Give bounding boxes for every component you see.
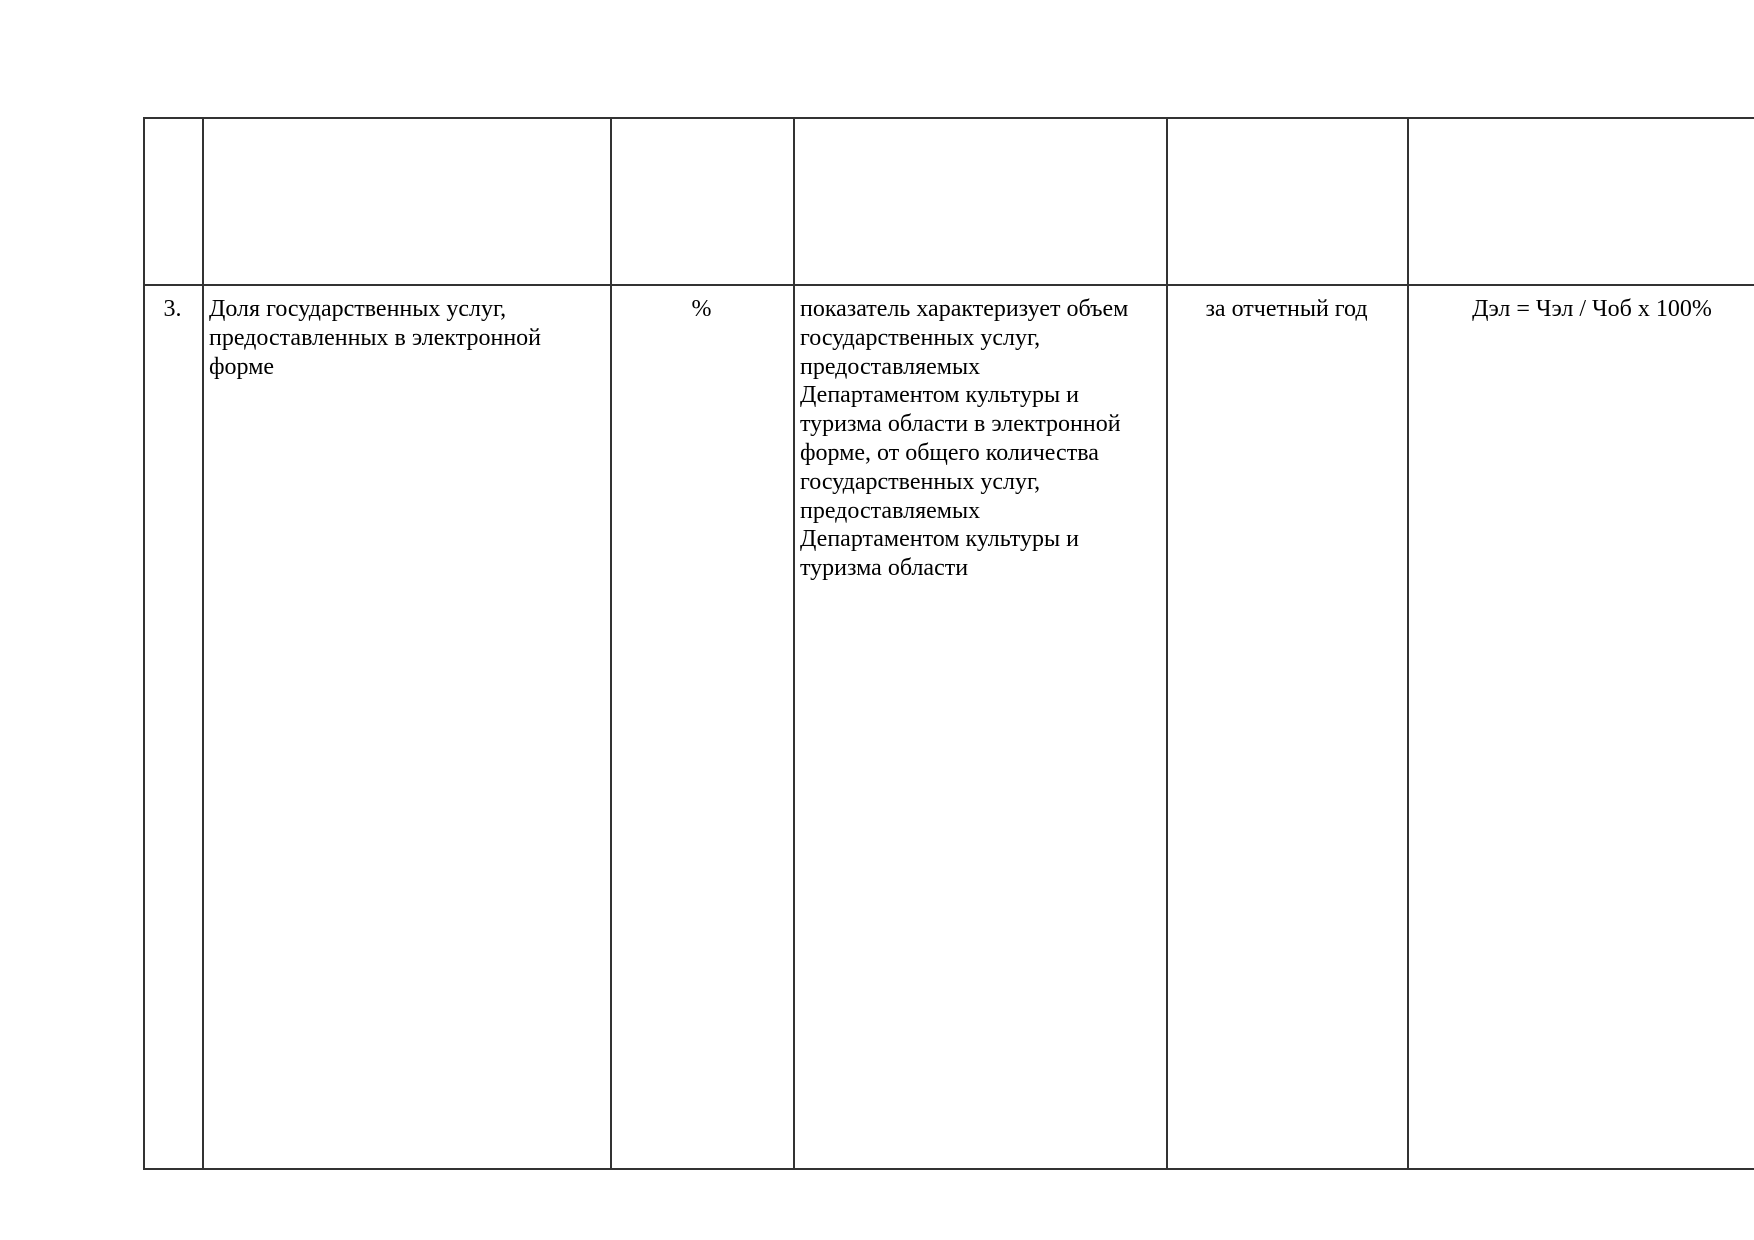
table-border-bottom (143, 1168, 1754, 1170)
reporting-period: за отчетный год (1205, 296, 1368, 322)
column-divider (202, 117, 204, 1170)
column-divider (1407, 117, 1409, 1170)
indicator-description: показатель характеризует объем государственных услуг, предоставляемых Департаментом культуры и туризма области в электронной форме, от общего количества государственных услуг, предоставляемых Департаментом культуры и туризма области (800, 296, 1129, 582)
column-divider (143, 117, 145, 1170)
indicator-name: Доля государственных услуг, предоставленных в электронной форме (209, 296, 542, 380)
column-divider (610, 117, 612, 1170)
calculation-formula: Дэл = Чэл / Чоб х 100% (1472, 296, 1712, 322)
column-divider (1166, 117, 1168, 1170)
row-divider (143, 284, 1754, 286)
column-divider (793, 117, 795, 1170)
row-number: 3. (163, 296, 182, 322)
unit: % (691, 296, 712, 322)
table-border-top (143, 117, 1754, 119)
